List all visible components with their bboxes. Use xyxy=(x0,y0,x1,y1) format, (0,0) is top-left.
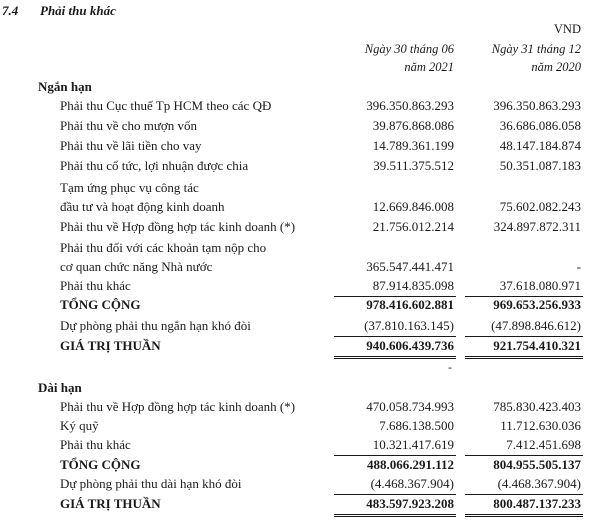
net-label: GIÁ TRỊ THUẦN xyxy=(60,496,161,511)
net-row xyxy=(0,338,589,356)
row-label: Tạm ứng phục vụ công tác xyxy=(60,180,199,195)
value-2021: 39.511.375.512 xyxy=(373,158,454,173)
total-2021: 978.416.602.881 xyxy=(366,297,454,312)
column-header-2021 xyxy=(365,40,454,76)
value-2021: 396.350.863.293 xyxy=(366,98,454,113)
value-2020: 785.830.423.403 xyxy=(493,399,581,414)
net-rule xyxy=(334,336,456,337)
dash-mark: - xyxy=(448,360,452,374)
value-2021: 7.686.138.500 xyxy=(379,418,454,433)
row-label-continued: cơ quan chức năng Nhà nước xyxy=(60,259,213,274)
net-row xyxy=(0,496,589,514)
total-label: TỔNG CỘNG xyxy=(60,297,141,312)
provision-label: Dự phòng phải thu ngắn hạn khó đòi xyxy=(60,318,251,333)
row-label: Phải thu cổ tức, lợi nhuận được chia xyxy=(60,158,249,173)
provision-2021: (4.468.367.904) xyxy=(370,476,454,491)
value-2021: 87.914.835.098 xyxy=(372,278,454,293)
net-2020: 921.754.410.321 xyxy=(493,338,581,353)
total-label: TỔNG CỘNG xyxy=(60,457,141,472)
section-number: 7.4 xyxy=(2,3,19,18)
table-row xyxy=(0,437,589,455)
table-row xyxy=(0,278,589,296)
value-2021: 365.547.441.471 xyxy=(366,259,454,274)
row-label: Phải thu về Hợp đồng hợp tác kinh doanh (*) xyxy=(60,399,296,414)
table-row xyxy=(0,259,589,277)
value-2021: 21.756.012.214 xyxy=(372,219,454,234)
table-row xyxy=(0,199,589,217)
total-2020: 969.653.256.933 xyxy=(493,297,581,312)
subtotal-rule xyxy=(334,455,456,456)
table-row xyxy=(0,219,589,237)
value-2020: 48.147.184.874 xyxy=(499,138,581,153)
row-label: Phải thu khác xyxy=(60,278,131,293)
net-double-rule xyxy=(334,514,456,517)
net-double-rule xyxy=(334,356,456,359)
value-2021: 10.321.417.619 xyxy=(372,437,454,452)
short-term-heading: Ngắn hạn xyxy=(38,79,92,94)
value-2021: 470.058.734.993 xyxy=(366,399,454,414)
table-row xyxy=(0,158,589,176)
table-row xyxy=(0,118,589,136)
table-row xyxy=(0,399,589,417)
table-row xyxy=(0,138,589,156)
provision-label: Dự phòng phải thu dài hạn khó đòi xyxy=(60,476,242,491)
row-label: Phải thu về lãi tiền cho vay xyxy=(60,138,202,153)
row-label: Ký quỹ xyxy=(60,418,99,433)
currency-unit: VND xyxy=(553,22,581,36)
value-2020: 324.897.872.311 xyxy=(493,219,581,234)
table-row xyxy=(0,418,589,436)
total-2020: 804.955.505.137 xyxy=(493,457,581,472)
net-2021: 483.597.923.208 xyxy=(366,496,454,511)
net-2020: 800.487.137.233 xyxy=(493,496,581,511)
net-rule xyxy=(334,494,456,495)
column-header-2020 xyxy=(492,40,581,76)
row-label: Phải thu đối với các khoản tạm nộp cho xyxy=(60,240,267,255)
provision-row xyxy=(0,318,589,336)
provision-2020: (4.468.367.904) xyxy=(497,476,581,491)
value-2020: 50.351.087.183 xyxy=(499,158,581,173)
value-2020: 36.686.086.058 xyxy=(499,118,581,133)
column-header-2021-line2: năm 2021 xyxy=(404,60,454,74)
row-label-continued: đầu tư và hoạt động kinh doanh xyxy=(60,199,225,214)
table-row xyxy=(0,98,589,116)
provision-row xyxy=(0,476,589,494)
value-2020: 37.618.080.971 xyxy=(499,278,581,293)
value-2021: 12.669.846.008 xyxy=(372,199,454,214)
net-rule xyxy=(465,494,583,495)
row-label: Phải thu khác xyxy=(60,437,131,452)
net-label: GIÁ TRỊ THUẦN xyxy=(60,338,161,353)
value-2020: 396.350.863.293 xyxy=(493,98,581,113)
column-header-2021-line1: Ngày 30 tháng 06 xyxy=(364,42,454,56)
provision-2020: (47.898.846.612) xyxy=(491,318,581,333)
net-double-rule xyxy=(465,356,583,359)
subtotal-rule xyxy=(465,455,583,456)
total-row xyxy=(0,297,589,315)
value-2021: 14.789.361.199 xyxy=(372,138,454,153)
net-double-rule xyxy=(465,514,583,517)
total-row xyxy=(0,457,589,475)
row-label: Phải thu về Hợp đồng hợp tác kinh doanh (*) xyxy=(60,219,296,234)
provision-2021: (37.810.163.145) xyxy=(364,318,454,333)
section-title: Phải thu khác xyxy=(40,3,116,18)
long-term-heading: Dài hạn xyxy=(38,380,82,395)
column-header-2020-line2: năm 2020 xyxy=(531,60,581,74)
net-rule xyxy=(465,336,583,337)
value-2020: 75.602.082.243 xyxy=(499,199,581,214)
value-2020: 7.412.451.698 xyxy=(506,437,581,452)
row-label: Phải thu về cho mượn vốn xyxy=(60,118,198,133)
value-2020: 11.712.630.036 xyxy=(500,418,581,433)
value-2021: 39.876.868.086 xyxy=(372,118,454,133)
column-header-2020-line1: Ngày 31 tháng 12 xyxy=(491,42,581,56)
table-row-label-line1 xyxy=(0,240,589,258)
value-2020: - xyxy=(576,259,581,274)
net-2021: 940.606.439.736 xyxy=(366,338,454,353)
total-2021: 488.066.291.112 xyxy=(366,457,454,472)
table-row-label-line1 xyxy=(0,180,589,198)
row-label: Phải thu Cục thuế Tp HCM theo các QĐ xyxy=(60,98,272,113)
